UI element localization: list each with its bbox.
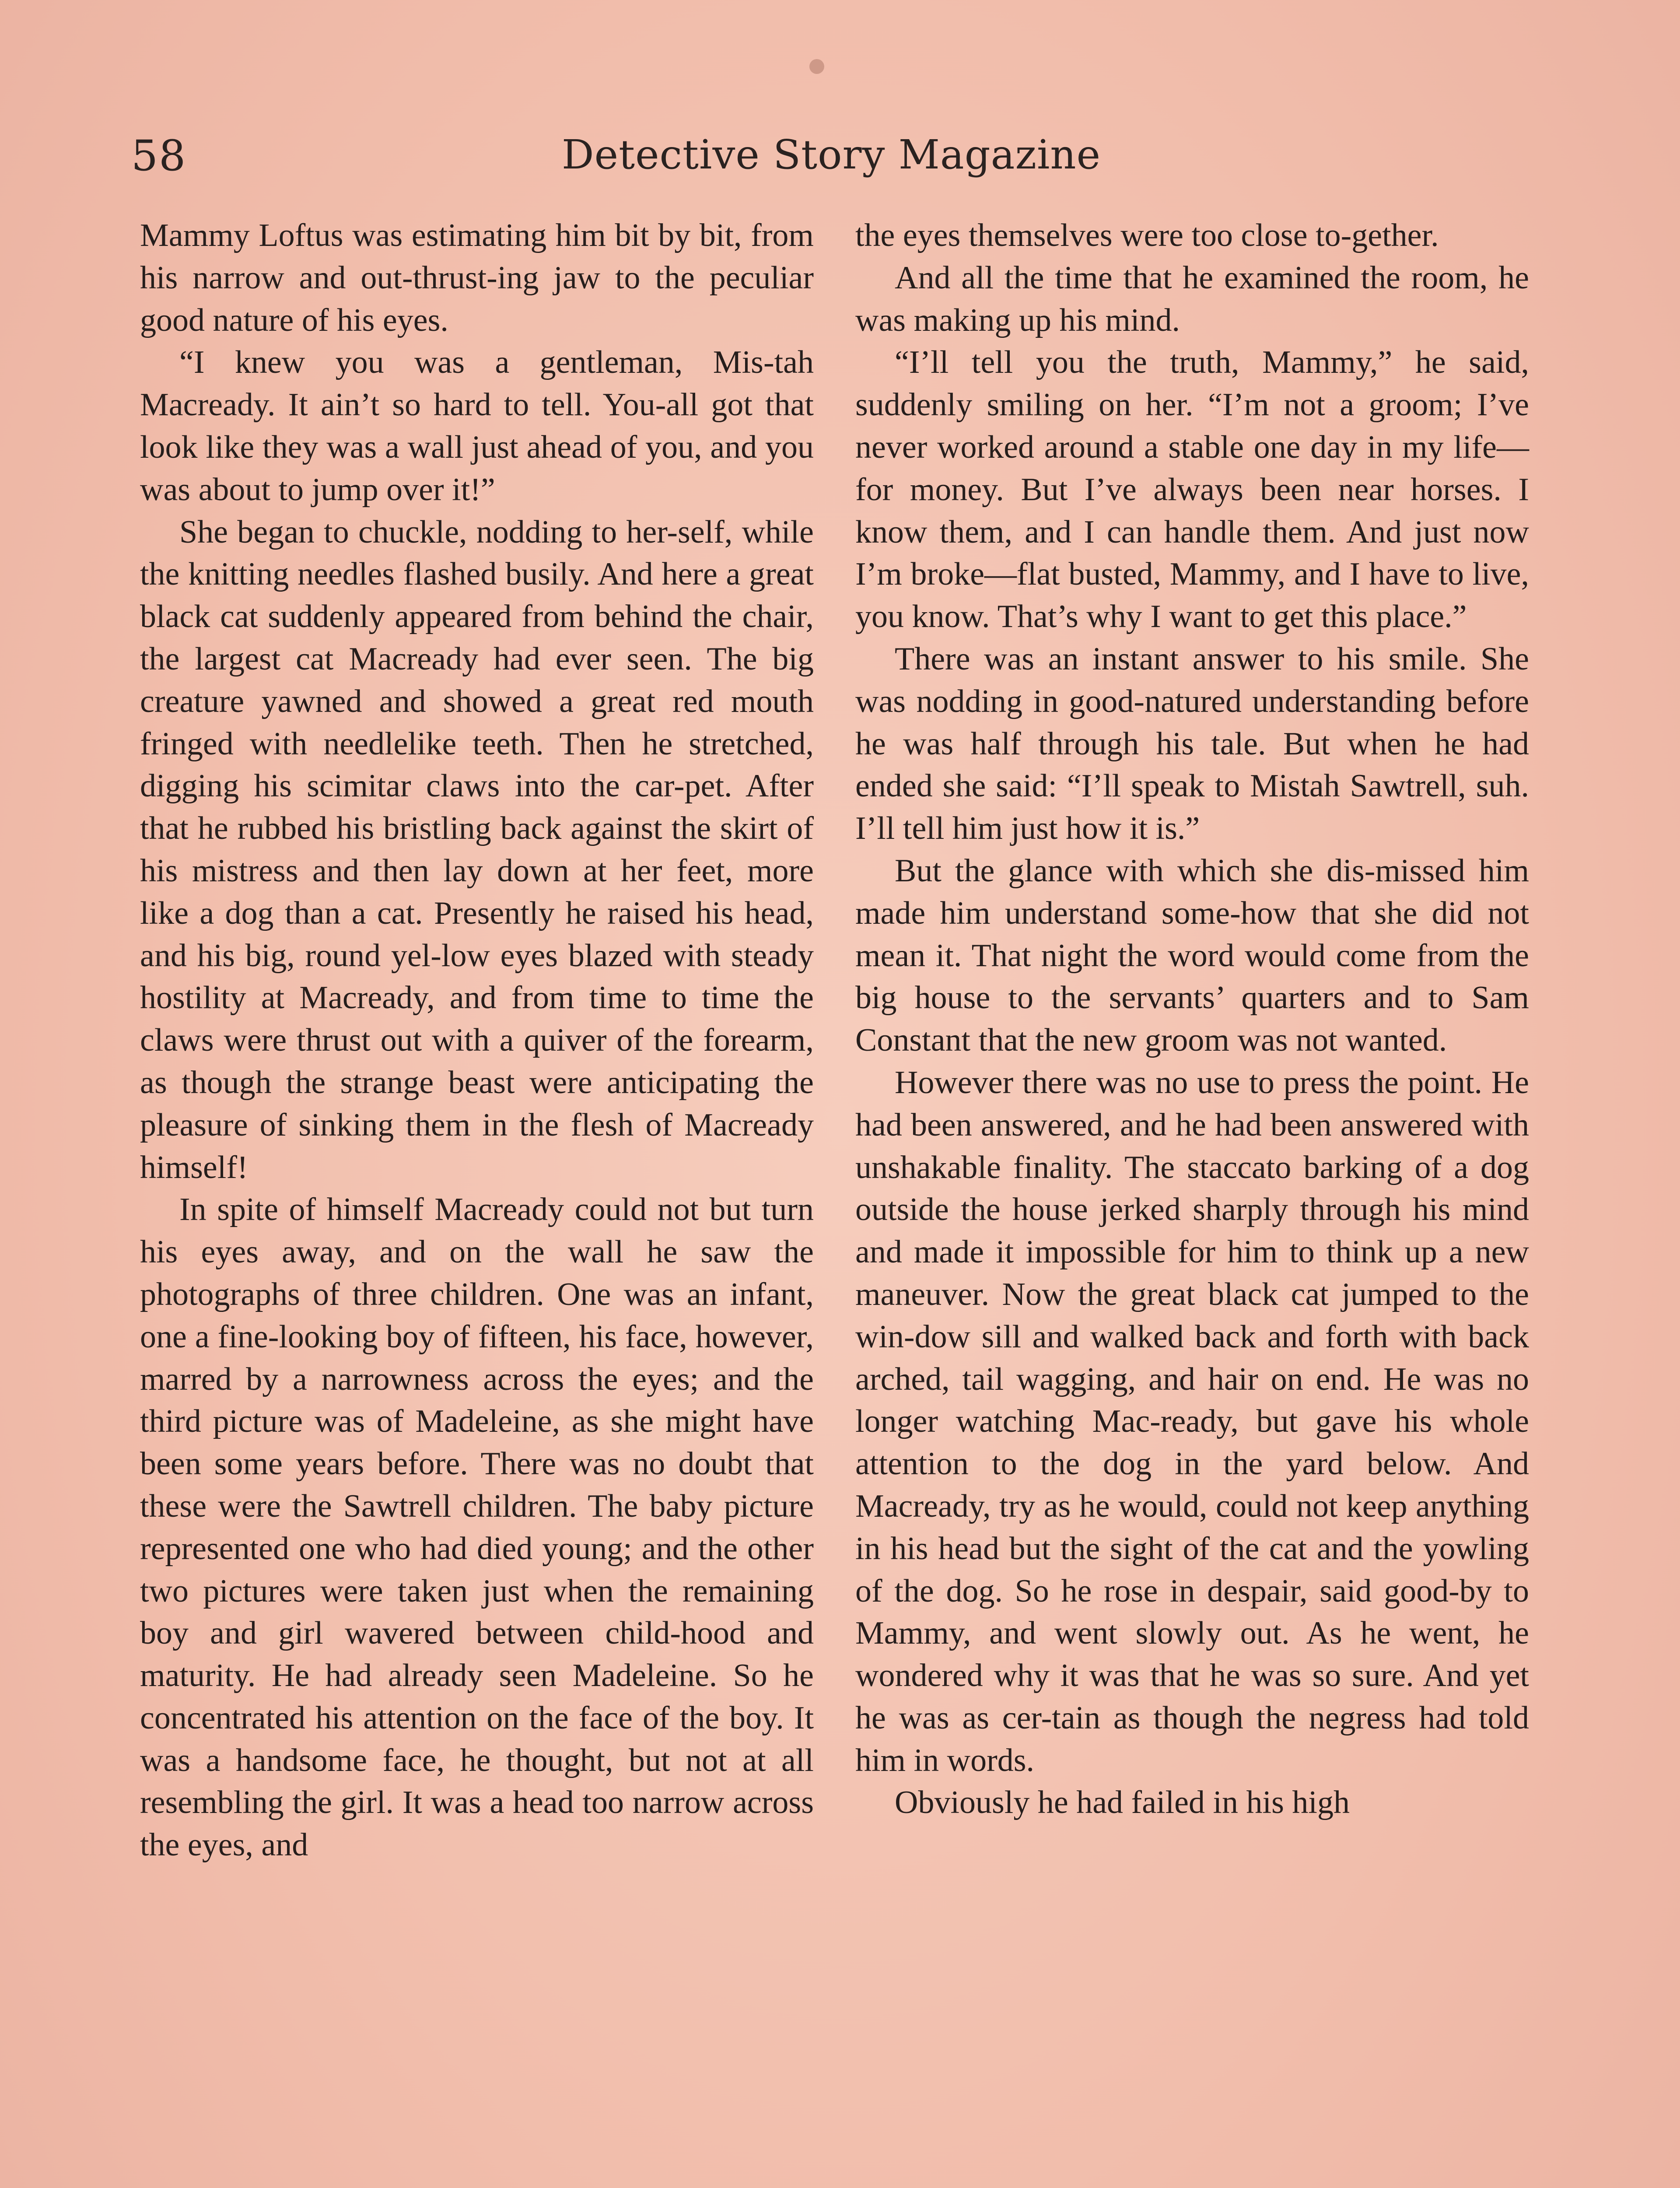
page-number: 58 (131, 131, 187, 180)
left-column (140, 214, 814, 1866)
page-header (122, 127, 1540, 197)
paper-speck (809, 59, 824, 74)
paragraph: Mammy Loftus was estimating him bit by bit, from his narrow and out-thrust-ing jaw to the peculiar good nature of his eyes. (140, 217, 814, 338)
paragraph: Obviously he had failed in his high (895, 1785, 1350, 1821)
paragraph: And all the time that he examined the room, he was making up his mind. (855, 259, 1529, 338)
paragraph: She began to chuckle, nodding to her-self, while the knitting needles flashed busily. And here a great black cat suddenly appeared from behind the chair, the largest cat Macready had ever seen. The big creature yawned and showed a great red mouth fringed with needlelike teeth. Then he stretched, digging his scimitar claws into the car-pet. After that he rubbed his bristling back against the skirt of his mistress and then lay down at her feet, more like a dog than a cat. Presently he raised his head, and his big, round yel-low eyes blazed with steady hostility at Macready, and from time to time the claws were thrust out with a quiver of the forearm, as though the strange beast were anticipating the pleasure of sinking them in the flesh of Macready himself! (140, 514, 814, 1185)
paragraph: the eyes themselves were too close to-gether. (855, 217, 1439, 253)
running-title: Detective Story Magazine (561, 131, 1101, 178)
paragraph: “I knew you was a gentleman, Mis-tah Macready. It ain’t so hard to tell. You-all got that look like they was a wall just ahead of you, and you was about to jump over it!” (140, 344, 814, 508)
paragraph: In spite of himself Macready could not but turn his eyes away, and on the wall he saw the photographs of three children. One was an infant, one a fine-looking boy of fifteen, his face, however, marred by a narrowness across the eyes; and the third picture was of Madeleine, as she might have been some years before. There was no doubt that these were the Sawtrell children. The baby picture represented one who had died young; and the other two pictures were taken just when the remaining boy and girl wavered between child-hood and maturity. He had already seen Madeleine. So he concentrated his attention on the face of the boy. It was a handsome face, he thought, but not at all resembling the girl. It was a head too narrow across the eyes, and (140, 1192, 814, 1863)
paragraph: “I’ll tell you the truth, Mammy,” he said, suddenly smiling on her. “I’m not a groom; I’ve never worked around a stable one day in my life—for money. But I’ve always been near horses. I know them, and I can handle them. And just now I’m broke—flat busted, Mammy, and I have to live, you know. That’s why I want to get this place.” (855, 344, 1529, 635)
right-column (855, 214, 1529, 1824)
paragraph: However there was no use to press the point. He had been answered, and he had been answered with unshakable finality. The staccato barking of a dog outside the house jerked sharply through his mind and made it impossible for him to think up a new maneuver. Now the great black cat jumped to the win-dow sill and walked back and forth with back arched, tail wagging, and hair on end. He was no longer watching Mac-ready, but gave his whole attention to the dog in the yard below. And Macready, try as he would, could not keep anything in his head but the sight of the cat and the yowling of the dog. So he rose in despair, said good-by to Mammy, and went slowly out. As he went, he wondered why it was that he was so sure. And yet he was as cer-tain as though the negress had told him in words. (855, 1064, 1529, 1778)
paragraph: There was an instant answer to his smile. She was nodding in good-natured understanding before he was half through his tale. But when he had ended she said: “I’ll speak to Mistah Sawtrell, suh. I’ll tell him just how it is.” (855, 641, 1529, 847)
paragraph: But the glance with which she dis-missed him made him understand some-how that she did not mean it. That night the word would come from the big house to the servants’ quarters and to Sam Constant that the new groom was not wanted. (855, 852, 1529, 1059)
